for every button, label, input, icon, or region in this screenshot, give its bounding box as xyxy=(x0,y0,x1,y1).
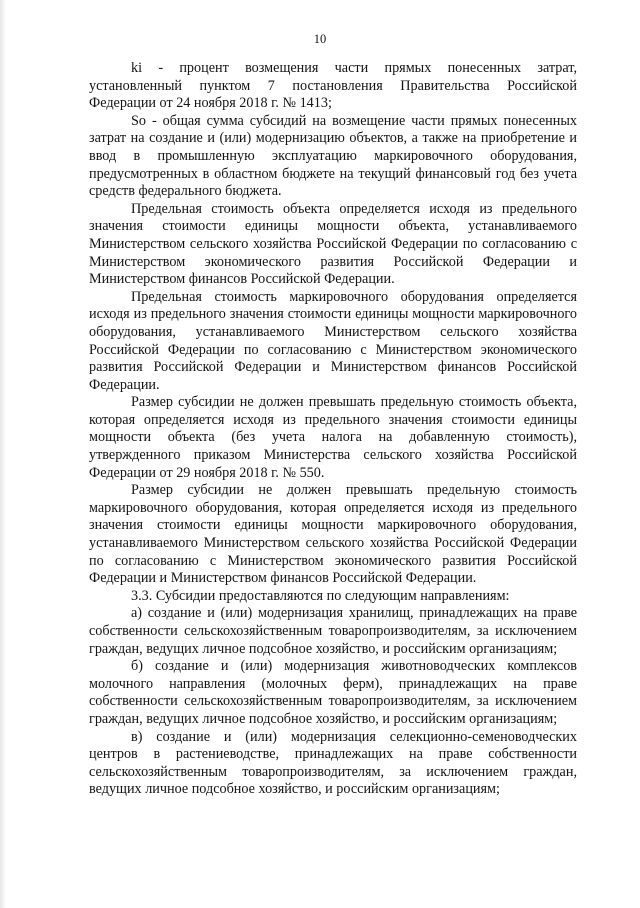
document-body xyxy=(89,60,577,799)
section-3-3-heading: 3.3. Субсидии предоставляются по следующим направлениям: xyxy=(131,587,510,604)
scan-edge-shadow xyxy=(0,0,6,908)
list-item-b: б) создание и (или) модернизация животноводческих комплексов молочного направления (молочных ферм), принадлежащих на праве собственности сельскохозяйственным товаропроизводителям, за исключением граждан, ведущих личное подсобное хозяйство, и российским организациям; xyxy=(89,658,577,727)
page-number: 10 xyxy=(313,32,327,46)
paragraph-object-cost-limit: Предельная стоимость объекта определяется исходя из предельного значения стоимости единицы мощности объекта, устанавливаемого Министерством сельского хозяйства Российской Федерации по согласованию с Министерством экономического развития Российской Федерации и Министерством финансов Российской Федерации. xyxy=(89,200,577,288)
paragraph-so-definition: So - общая сумма субсидий на возмещение части прямых понесенных затрат на создание и (или) модернизацию объектов, а также на приобретение и ввод в промышленную эксплуатацию маркировочного оборудования, предусмотренных в областном бюджете на текущий финансовый год без учета средств федерального бюджета. xyxy=(89,112,577,200)
list-item-a: а) создание и (или) модернизация хранилищ, принадлежащих на праве собственности сельскохозяйственным товаропроизводителям, за исключением граждан, ведущих личное подсобное хозяйство, и российским организациям; xyxy=(89,605,577,657)
list-item-v: в) создание и (или) модернизация селекционно-семеноводческих центров в растениеводстве, принадлежащих на праве собственности сельскохозяйственным товаропроизводителям, за исключением граждан, ведущих личное подсобное хозяйство, и российским организациям; xyxy=(89,728,577,798)
paragraph-equipment-cost-limit: Предельная стоимость маркировочного оборудования определяется исходя из предельного значения стоимости единицы мощности маркировочного оборудования, устанавливаемого Министерством сельского хозяйства Российской Федерации по согласованию с Министерством экономического развития Российской Федерации и Министерством финансов Российской Федерации. xyxy=(89,288,577,393)
paragraph-subsidy-object-limit: Размер субсидии не должен превышать предельную стоимость объекта, которая определяется исходя из предельного значения стоимости единицы мощности объекта (без учета налога на добавленную стоимость), утвержденного приказом Министерства сельского хозяйства Российской Федерации от 29 ноября 2018 г. № 550. xyxy=(89,394,577,481)
paragraph-subsidy-equipment-limit: Размер субсидии не должен превышать предельную стоимость маркировочного оборудования, которая определяется исходя из предельного значения стоимости единицы мощности маркировочного оборудования, устанавливаемого Министерством сельского хозяйства Российской Федерации по согласованию с Министерством экономического развития Российской Федерации и Министерством финансов Российской Федерации. xyxy=(89,482,577,587)
paragraph-ki-definition: ki - процент возмещения части прямых понесенных затрат, установленный пунктом 7 постановления Правительства Российской Федерации от 24 ноября 2018 г. № 1413; xyxy=(89,60,577,112)
